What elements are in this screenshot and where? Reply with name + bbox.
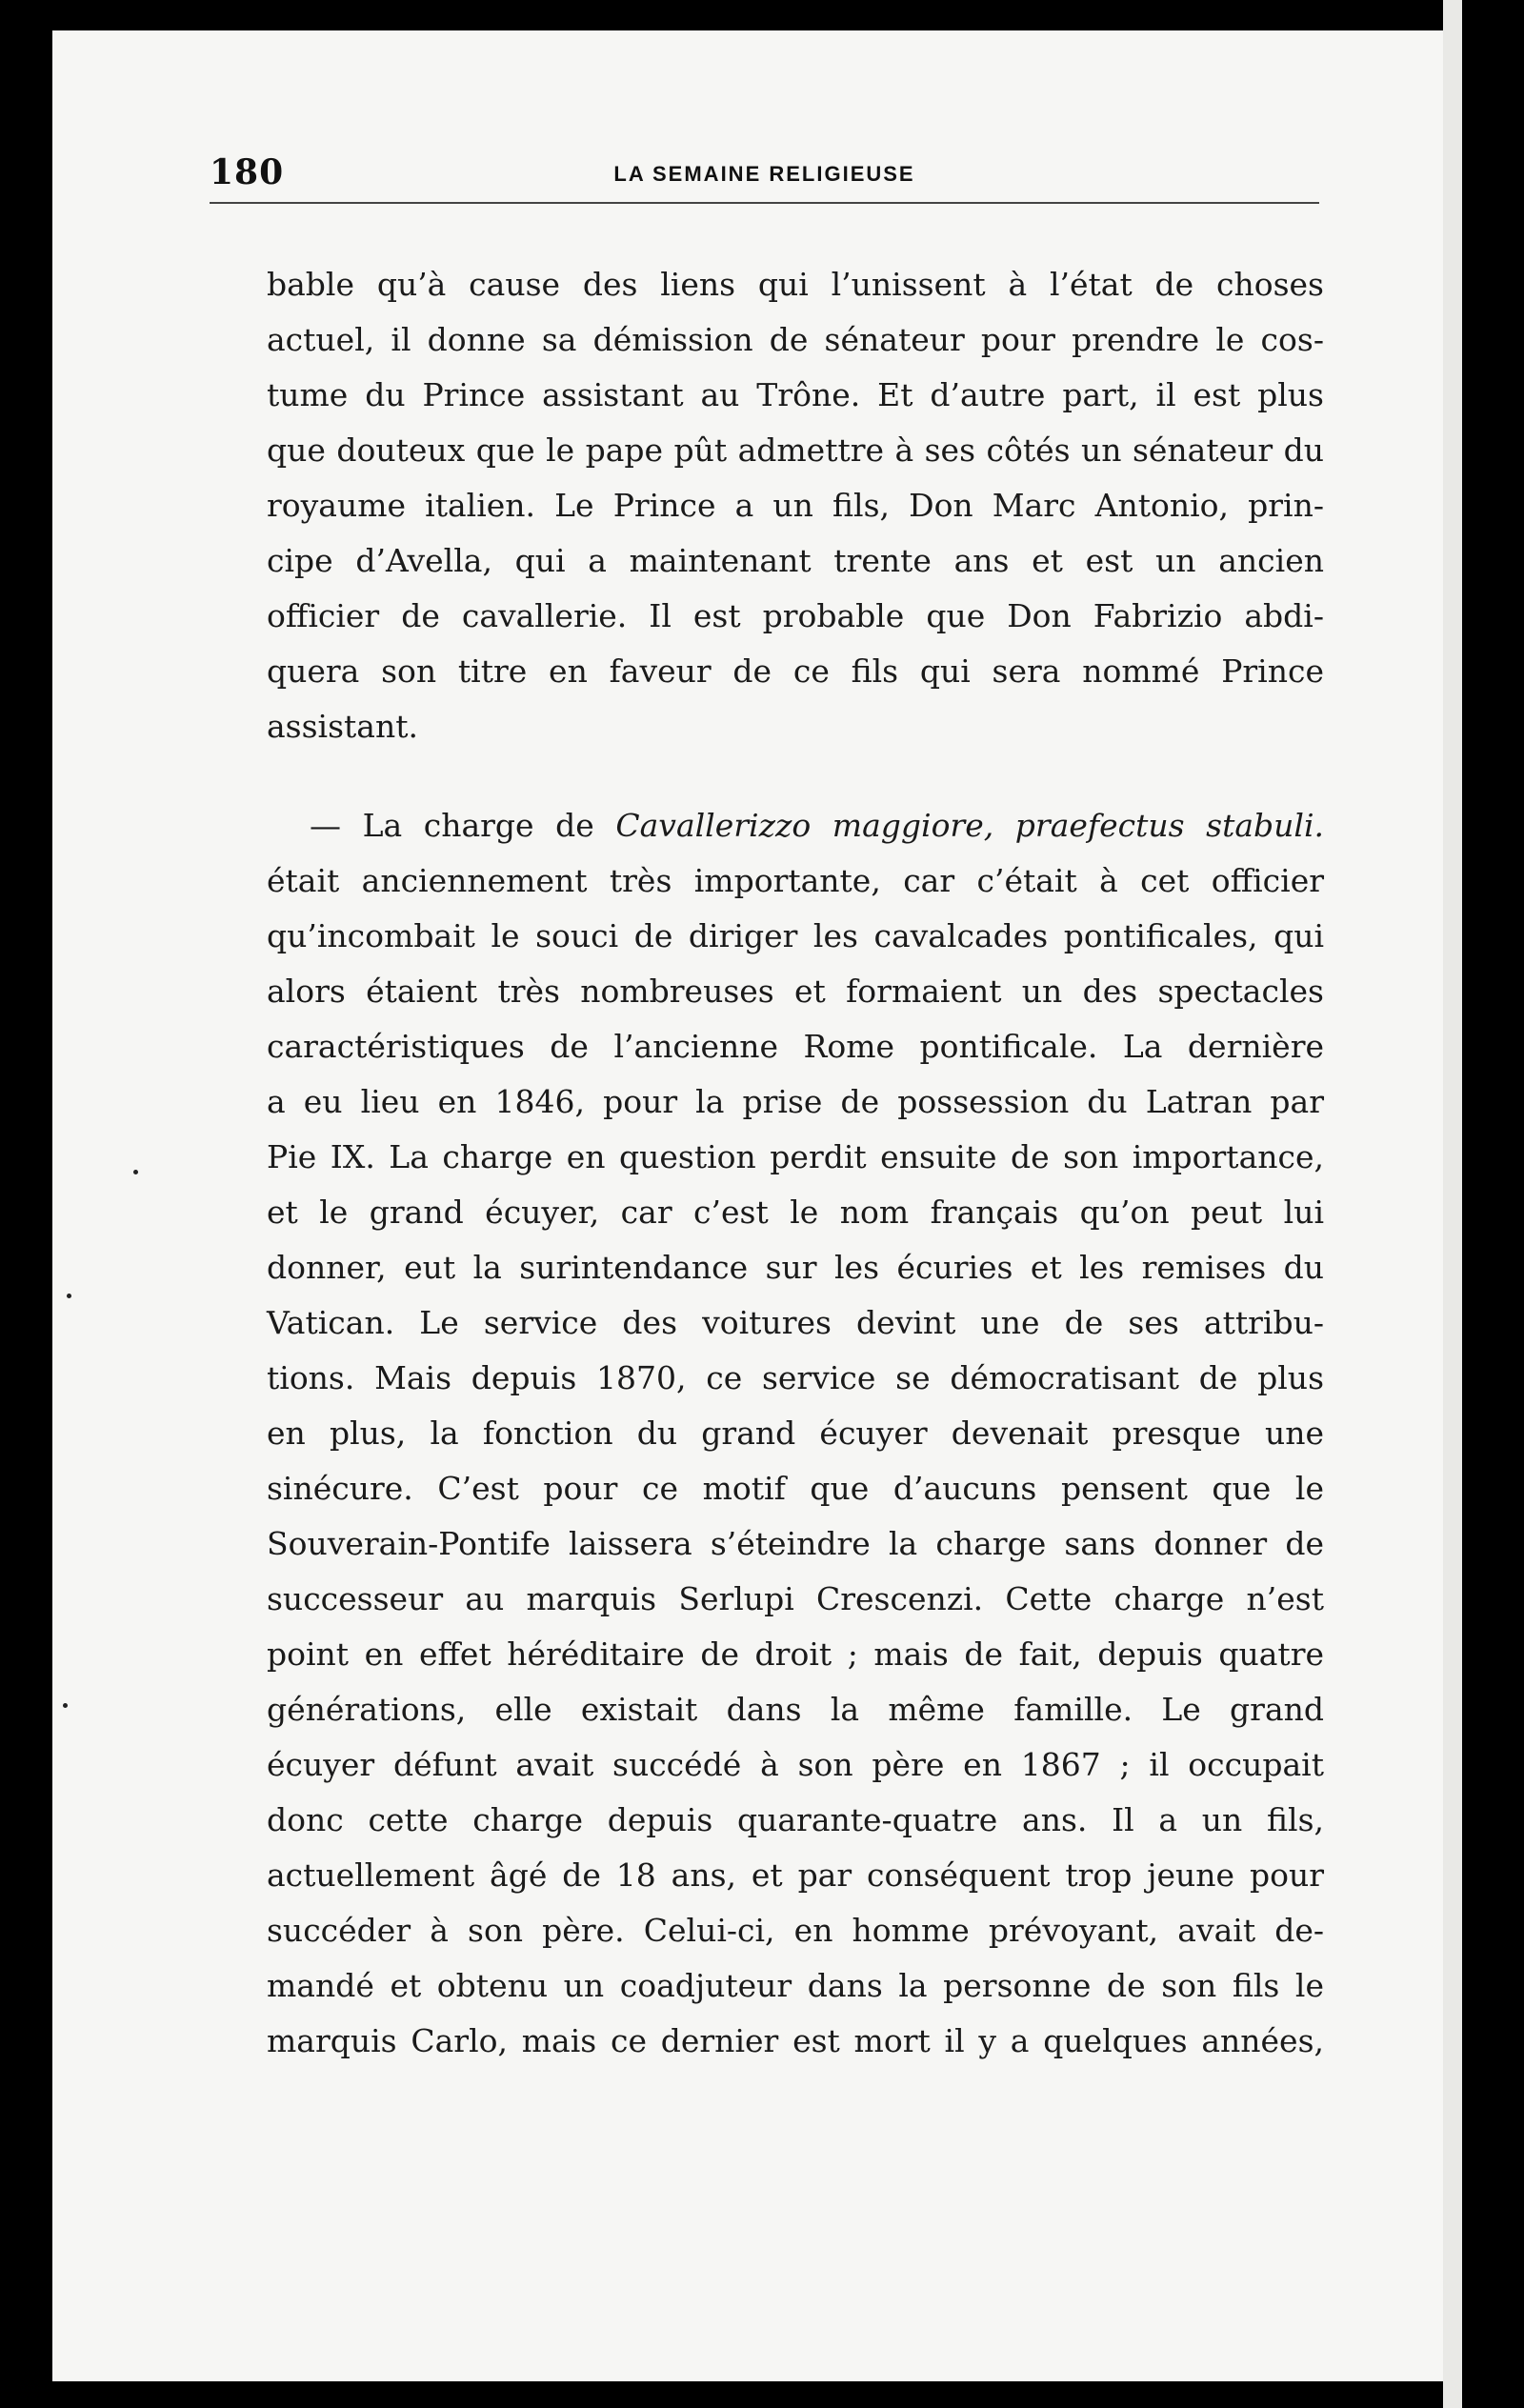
text-line: officier de cavallerie. Il est probable que Don Fabrizio abdi-	[267, 597, 1324, 634]
text-line: alors étaient très nombreuses et formaient un des spectacles	[267, 973, 1324, 1010]
scan-speck	[67, 1294, 71, 1298]
text-line: cipe d’Avella, qui a maintenant trente ans et est un ancien	[267, 542, 1324, 579]
text-line: actuellement âgé de 18 ans, et par conséquent trop jeune pour	[267, 1856, 1324, 1894]
page-number: 180	[210, 152, 285, 192]
text-line: en plus, la fonction du grand écuyer devenait presque une	[267, 1415, 1324, 1452]
text-line: Pie IX. La charge en question perdit ensuite de son importance,	[267, 1138, 1324, 1175]
text-line: successeur au marquis Serlupi Crescenzi. Cette charge n’est	[267, 1580, 1324, 1617]
text-line: assistant.	[267, 708, 418, 745]
text-line: tions. Mais depuis 1870, ce service se démocratisant de plus	[267, 1359, 1324, 1396]
paragraph-2	[267, 798, 1324, 2069]
text-line: qu’incombait le souci de diriger les cavalcades pontificales, qui	[267, 917, 1324, 954]
header-rule	[210, 202, 1319, 204]
paragraph-1	[267, 257, 1324, 754]
text-line-first	[267, 798, 1324, 853]
text-line: écuyer défunt avait succédé à son père en 1867 ; il occupait	[267, 1746, 1324, 1783]
page-header	[210, 143, 1319, 202]
text-line: et le grand écuyer, car c’est le nom français qu’on peut lui	[267, 1194, 1324, 1231]
text-line: générations, elle existait dans la même famille. Le grand	[267, 1691, 1324, 1728]
text-line: Vatican. Le service des voitures devint une de ses attribu-	[267, 1304, 1324, 1341]
text-line: quera son titre en faveur de ce fils qui sera nommé Prince	[267, 652, 1324, 690]
text-line: bable qu’à cause des liens qui l’unissent à l’état de choses	[267, 266, 1324, 303]
dash-prefix: — La charge de	[310, 807, 616, 844]
text-line: actuel, il donne sa démission de sénateur pour prendre le cos-	[267, 321, 1324, 358]
scan-speck	[63, 1703, 68, 1708]
text-line: était anciennement très importante, car c’était à cet officier	[267, 862, 1324, 899]
page-edge	[1443, 0, 1462, 2408]
text-line: a eu lieu en 1846, pour la prise de possession du Latran par	[267, 1083, 1324, 1120]
text-line: caractéristiques de l’ancienne Rome pontificale. La dernière	[267, 1028, 1324, 1065]
text-line: donner, eut la surintendance sur les écuries et les remises du	[267, 1249, 1324, 1286]
running-title: LA SEMAINE RELIGIEUSE	[613, 162, 915, 186]
italic-title: Cavallerizzo maggiore, praefectus stabuli.	[615, 807, 1324, 844]
body-text	[267, 257, 1324, 2069]
text-line: mandé et obtenu un coadjuteur dans la personne de son fils le	[267, 1967, 1324, 2004]
scan-speck	[133, 1170, 138, 1174]
text-line: point en effet héréditaire de droit ; mais de fait, depuis quatre	[267, 1635, 1324, 1673]
text-line: donc cette charge depuis quarante-quatre ans. Il a un fils,	[267, 1801, 1324, 1838]
text-line: Souverain-Pontife laissera s’éteindre la charge sans donner de	[267, 1525, 1324, 1562]
text-line: tume du Prince assistant au Trône. Et d’autre part, il est plus	[267, 376, 1324, 413]
text-line: sinécure. C’est pour ce motif que d’aucuns pensent que le	[267, 1470, 1324, 1507]
text-line: succéder à son père. Celui-ci, en homme prévoyant, avait de-	[267, 1912, 1324, 1949]
text-line: marquis Carlo, mais ce dernier est mort il y a quelques années,	[267, 2022, 1324, 2059]
text-line: royaume italien. Le Prince a un fils, Don Marc Antonio, prin-	[267, 487, 1324, 524]
text-line: que douteux que le pape pût admettre à ses côtés un sénateur du	[267, 431, 1324, 469]
